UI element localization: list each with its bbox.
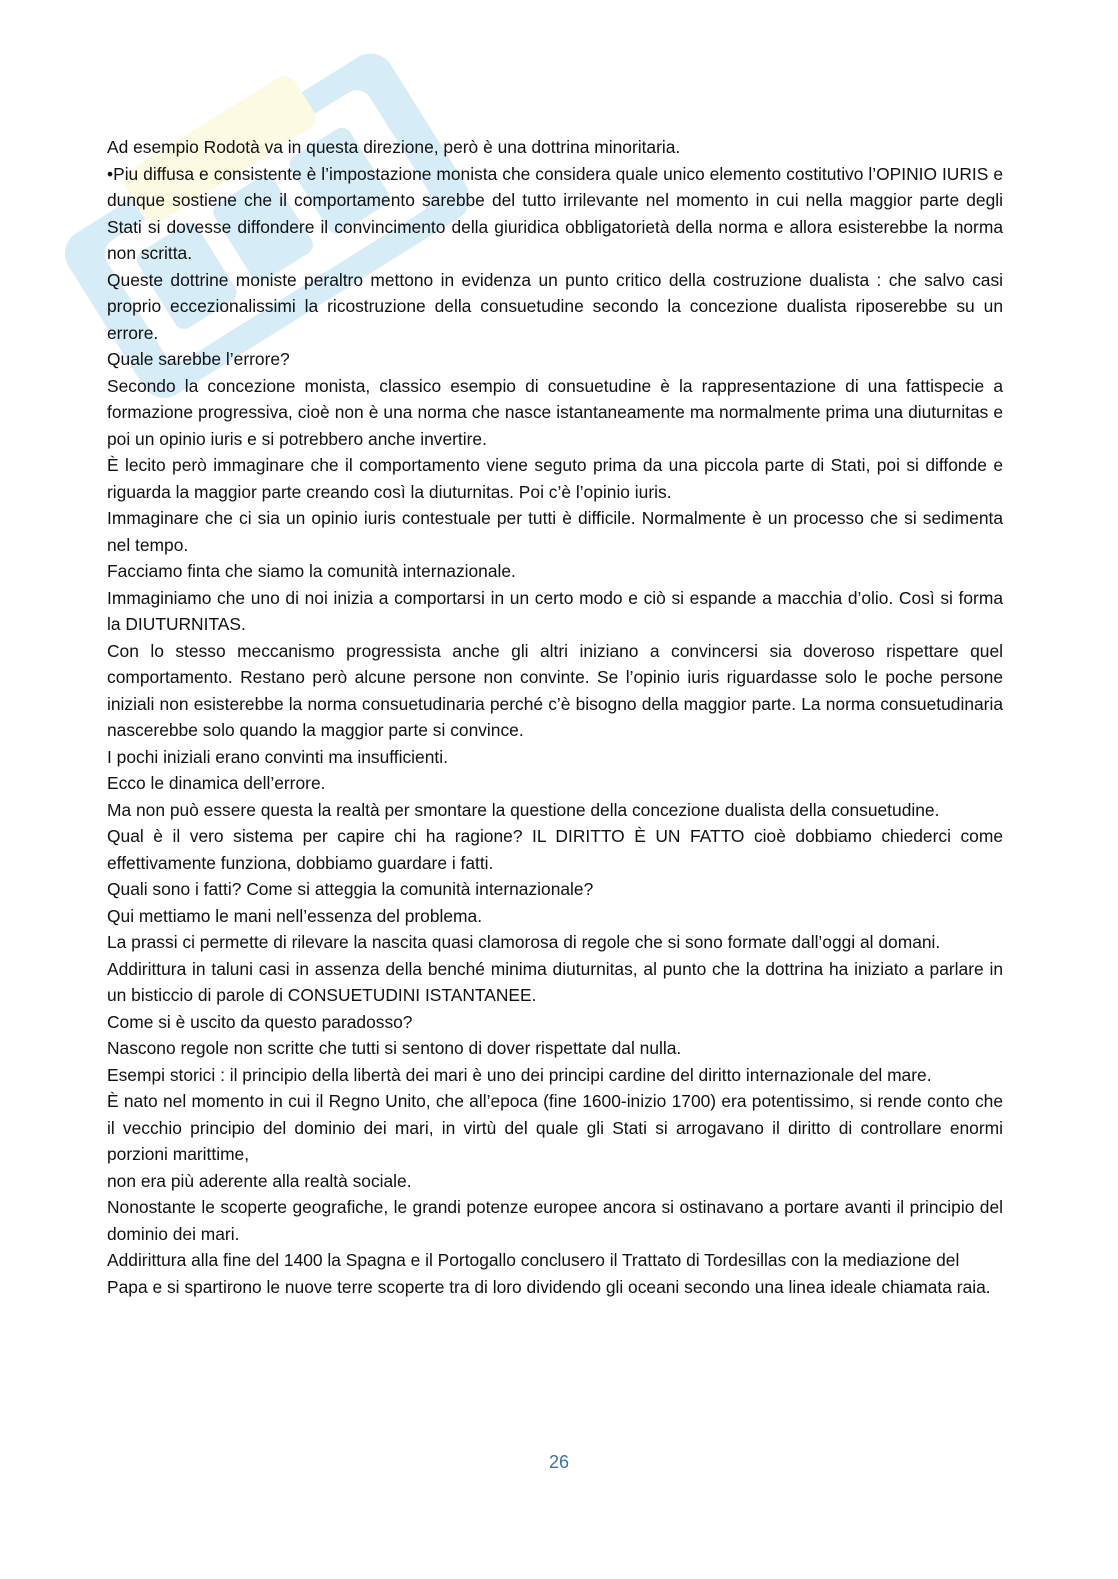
paragraph: Con lo stesso meccanismo progressista anche gli altri iniziano a convincersi sia doveroso rispettare quel comportamento. Restano però alcune persone non convinte. Se l’opinio iuris riguardasse solo le poche persone iniziali non esisterebbe la norma consuetudinaria perché c’è bisogno della maggior parte. La norma consuetudinaria nascerebbe solo quando la maggior parte si convince. [107,640,1003,740]
document-body [107,134,1003,1300]
paragraph: Qui mettiamo le mani nell’essenza del problema. [107,905,483,926]
paragraph: Qual è il vero sistema per capire chi ha ragione? IL DIRITTO È UN FATTO cioè dobbiamo chiederci come effettivamente funziona, dobbiamo guardare i fatti. [107,826,1003,873]
paragraph: Nonostante le scoperte geografiche, le grandi potenze europee ancora si ostinavano a portare avanti il principio del dominio dei mari. [107,1197,1003,1244]
paragraph: Quale sarebbe l’errore? [107,349,290,369]
paragraph: Esempi storici : il principio della libertà dei mari è uno dei principi cardine del diritto internazionale del mare. [107,1064,932,1085]
paragraph: Queste dottrine moniste peraltro mettono in evidenza un punto critico della costruzione dualista : che salvo casi proprio eccezionalissimi la ricostruzione della consuetudine secondo la concezione dualista riposerebbe su un errore. [107,269,1003,343]
paragraph: Nascono regole non scritte che tutti si sentono di dover rispettate dal nulla. [107,1038,682,1058]
paragraph: La prassi ci permette di rilevare la nascita quasi clamorosa di regole che si sono formate dall’oggi al domani. [107,932,941,952]
paragraph: Ad esempio Rodotà va in questa direzione, però è una dottrina minoritaria. [107,137,681,157]
paragraph: Immaginiamo che uno di noi inizia a comportarsi in un certo modo e ciò si espande a macchia d’olio. Così si forma la DIUTURNITAS. [107,587,1003,634]
paragraph: Secondo la concezione monista, classico esempio di consuetudine è la rappresentazione di una fattispecie a formazione progressiva, cioè non è una norma che nasce istantaneamente ma normalmente prima una diuturnitas e poi un opinio iuris e si potrebbero anche invertire. [107,375,1003,449]
paragraph: Quali sono i fatti? Come si atteggia la comunità internazionale? [107,879,594,899]
paragraph: Addirittura in taluni casi in assenza della benché minima diuturnitas, al punto che la dottrina ha iniziato a parlare in un bisticcio di parole di CONSUETUDINI ISTANTANEE. [107,958,1003,1005]
paragraph: Immaginare che ci sia un opinio iuris contestuale per tutti è difficile. Normalmente è un processo che si sedimenta nel tempo. [107,508,1003,555]
page-number: 26 [548,1452,570,1472]
paragraph: Ma non può essere questa la realtà per smontare la questione della concezione dualista della consuetudine. [107,799,940,820]
paragraph: non era più aderente alla realtà sociale. [107,1170,412,1191]
paragraph: •Piu diffusa e consistente è l’impostazione monista che considera quale unico elemento costitutivo l’OPINIO IURIS e dunque sostiene che il comportamento sarebbe del tutto irrilevante nel momento in cui nella maggior parte degli Stati si dovesse diffondere il convincimento della giuridica obbligatorietà della norma e allora esisterebbe la norma non scritta. [107,163,1003,263]
paragraph: Addirittura alla fine del 1400 la Spagna e il Portogallo conclusero il Trattato di Tordesillas con la mediazione del Papa e si spartirono le nuove terre scoperte tra di loro dividendo gli oceani secondo una linea ideale chiamata raia. [107,1250,991,1297]
paragraph: Facciamo finta che siamo la comunità internazionale. [107,561,516,581]
paragraph: È lecito però immaginare che il comportamento viene seguto prima da una piccola parte di Stati, poi si diffonde e riguarda la maggior parte creando così la diuturnitas. Poi c’è l’opinio iuris. [107,455,1003,502]
paragraph: Ecco le dinamica dell’errore. [107,773,326,793]
paragraph: I pochi iniziali erano convinti ma insufficienti. [107,746,448,767]
paragraph: Come si è uscito da questo paradosso? [107,1011,413,1032]
paragraph: È nato nel momento in cui il Regno Unito, che all’epoca (fine 1600-inizio 1700) era potentissimo, si rende conto che il vecchio principio del dominio dei mari, in virtù del quale gli Stati si arrogavano il diritto di controllare enormi porzioni marittime, [107,1091,1003,1164]
